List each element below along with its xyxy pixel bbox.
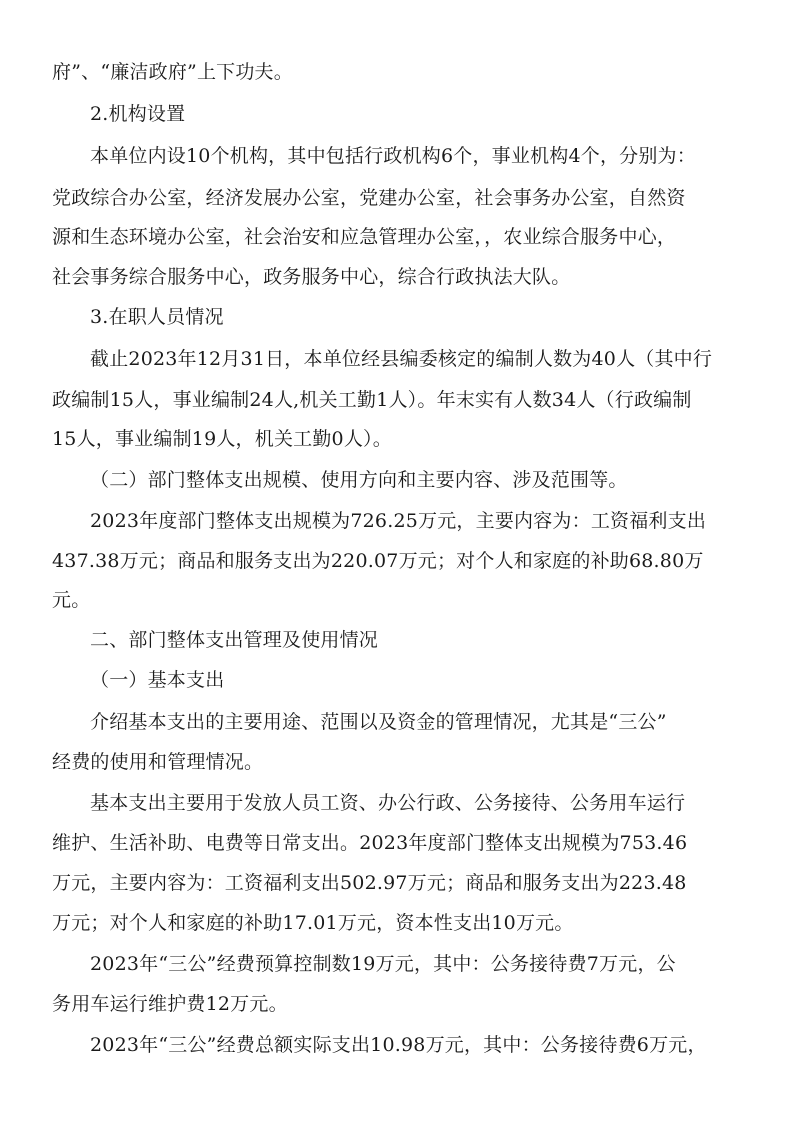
paragraph-line: 经费的使用和管理情况。 (52, 751, 264, 773)
paragraph-line: 政编制15人，事业编制24人,机关工勤1人）。年末实有人数34人（行政编制 (52, 389, 692, 411)
paragraph-line: 维护、生活补助、电费等日常支出。2023年度部门整体支出规模为753.46 (52, 832, 688, 854)
paragraph-line: 介绍基本支出的主要用途、范围以及资金的管理情况，尤其是“三公” (90, 711, 667, 733)
paragraph-line: 务用车运行维护费12万元。 (52, 993, 288, 1015)
paragraph-line: 截止2023年12月31日，本单位经县编委核定的编制人数为40人（其中行 (90, 348, 713, 370)
paragraph-line: 2023年“三公”经费预算控制数19万元，其中：公务接待费7万元，公 (90, 953, 676, 975)
paragraph-line: 2023年度部门整体支出规模为726.25万元，主要内容为：工资福利支出 (90, 510, 707, 532)
paragraph-line: 党政综合办公室，经济发展办公室，党建办公室，社会事务办公室，自然资 (52, 187, 686, 209)
paragraph-line: 15人，事业编制19人，机关工勤0人）。 (52, 428, 392, 450)
section-heading: 二、部门整体支出管理及使用情况 (90, 629, 379, 651)
section-heading: 2.机构设置 (90, 103, 186, 125)
paragraph-line: 社会事务综合服务中心，政务服务中心，综合行政执法大队。 (52, 266, 571, 288)
paragraph-line: 元。 (52, 589, 91, 611)
paragraph-line: 本单位内设10个机构，其中包括行政机构6个，事业机构4个，分别为： (90, 145, 696, 167)
paragraph-line: 府”、“廉洁政府”上下功夫。 (52, 61, 293, 83)
section-heading: （一）基本支出 (90, 669, 225, 691)
section-heading: 3.在职人员情况 (90, 306, 224, 328)
paragraph-line: 基本支出主要用于发放人员工资、办公行政、公务接待、公务用车运行 (90, 792, 686, 814)
section-heading: （二）部门整体支出规模、使用方向和主要内容、涉及范围等。 (90, 469, 628, 491)
paragraph-line: 2023年“三公”经费总额实际支出10.98万元，其中：公务接待费6万元， (90, 1034, 707, 1056)
paragraph-line: 源和生态环境办公室，社会治安和应急管理办公室，，农业综合服务中心， (52, 226, 677, 248)
paragraph-line: 万元，主要内容为：工资福利支出502.97万元；商品和服务支出为223.48 (52, 872, 687, 894)
paragraph-line: 437.38万元；商品和服务支出为220.07万元；对个人和家庭的补助68.80万 (52, 550, 704, 572)
paragraph-line: 万元；对个人和家庭的补助17.01万元，资本性支出10万元。 (52, 912, 574, 934)
